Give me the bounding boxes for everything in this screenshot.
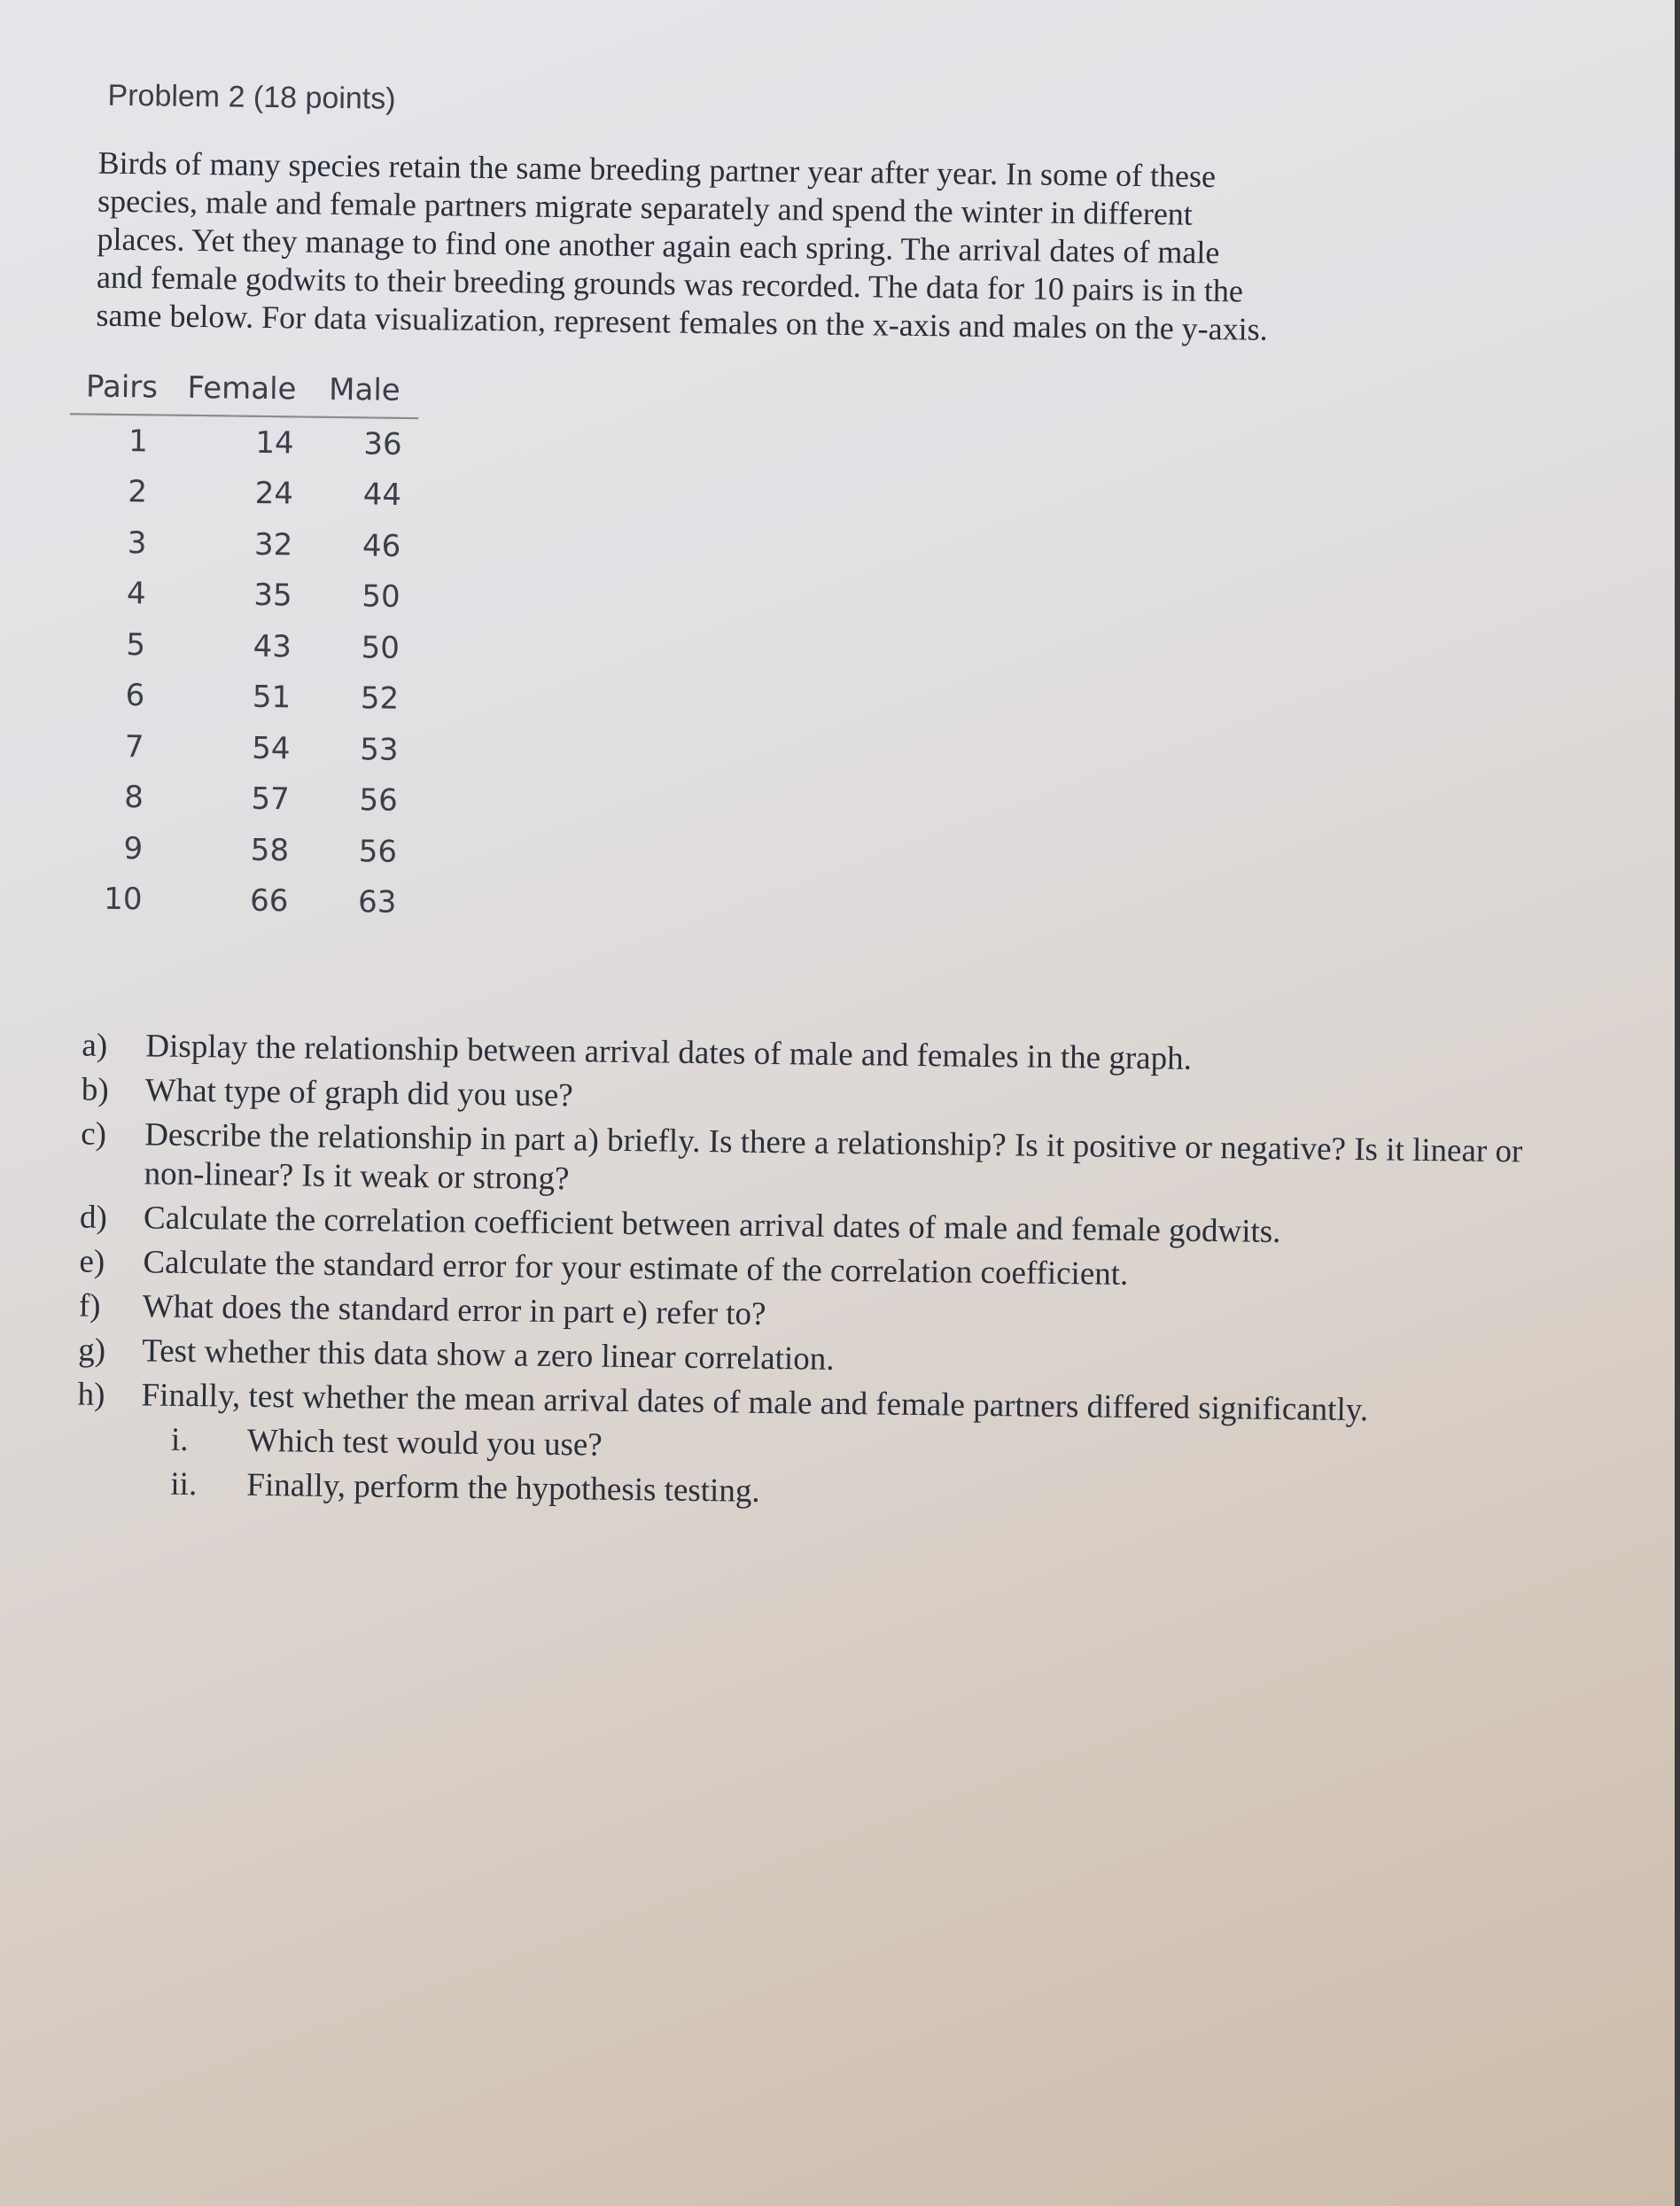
cell-female: 35: [253, 578, 292, 614]
question-text: Describe the relationship in part a) briefly. Is there a relationship? Is it positive or negative? Is it linear or non-linear? Is it weak or strong?: [144, 1116, 1523, 1198]
question-label: f): [78, 1287, 101, 1324]
subquestion-label: ii.: [170, 1465, 198, 1503]
cell-male: 52: [360, 680, 400, 718]
question-text: Calculate the standard error for your estimate of the correlation coefficient.: [143, 1244, 1129, 1293]
table-row: [66, 772, 415, 827]
cell-male: 56: [358, 834, 398, 870]
header-male: Male: [310, 372, 419, 418]
question-label: a): [82, 1027, 108, 1064]
table-row: [69, 466, 418, 521]
intro-line: species, male and female partners migrate separately and spend the winter in different: [97, 183, 1194, 232]
intro-line: and female godwits to their breeding grounds was recorded. The data for 10 pairs is in the: [96, 259, 1244, 309]
cell-male: 50: [361, 630, 401, 666]
header-pairs: Pairs: [70, 369, 174, 415]
header-female: Female: [173, 370, 311, 417]
question-text: Calculate the correlation coefficient between arrival dates of male and female godwits.: [143, 1200, 1281, 1251]
cell-male: 46: [362, 528, 401, 564]
cell-female: 14: [255, 424, 294, 462]
intro-line: places. Yet they manage to find one another again each spring. The arrival dates of male: [97, 221, 1220, 271]
cell-male: 50: [362, 579, 401, 616]
question-text: Test whether this data show a zero linear correlation.: [141, 1332, 835, 1378]
cell-female: 51: [252, 680, 292, 716]
cell-pair: 8: [123, 780, 144, 816]
subquestion-text: Which test would you use?: [246, 1422, 603, 1464]
subquestion-text: Finally, perform the hypothesis testing.: [246, 1466, 760, 1510]
cell-pair: 10: [103, 882, 143, 918]
cell-pair: 6: [125, 678, 145, 714]
worksheet-page: [53, 62, 1577, 1510]
cell-pair: 5: [126, 626, 146, 664]
cell-pair: 7: [124, 728, 144, 765]
question-label: e): [79, 1243, 105, 1280]
cell-female: 54: [251, 730, 291, 767]
table-row: [68, 517, 417, 571]
intro-line: same below. For data visualization, represent females on the x-axis and males on the y-axis.: [96, 297, 1268, 347]
question-list: [55, 1026, 1531, 1520]
table-row: [67, 568, 416, 623]
cell-female: 43: [253, 628, 292, 665]
table-row: [69, 414, 418, 470]
cell-pair: 1: [128, 423, 149, 460]
cell-female: 57: [251, 781, 291, 818]
cell-female: 32: [253, 526, 293, 563]
table-row: [65, 822, 414, 877]
intro-line: Birds of many species retain the same breeding partner year after year. In some of these: [97, 144, 1217, 195]
problem-intro: [96, 144, 1516, 353]
problem-title: Problem 2 (18 points): [107, 78, 396, 116]
table-row: [66, 720, 415, 775]
cell-male: 63: [357, 884, 397, 921]
cell-pair: 4: [126, 576, 146, 612]
cell-male: 44: [362, 477, 402, 514]
cell-pair: 2: [128, 474, 148, 510]
table-row: [64, 874, 413, 928]
table-row: [67, 618, 416, 673]
question-label: b): [81, 1071, 109, 1108]
question-item: [58, 1115, 1530, 1210]
table-row: [66, 670, 416, 725]
question-text: What type of graph did you use?: [144, 1072, 573, 1115]
cell-pair: 3: [127, 524, 147, 562]
data-table: [64, 369, 419, 928]
cell-male: 36: [363, 426, 402, 462]
question-label: c): [80, 1115, 107, 1153]
question-text: What does the standard error in part e) refer to?: [142, 1288, 766, 1332]
page-edge-shadow: [1675, 0, 1680, 2206]
cell-female: 66: [249, 883, 289, 920]
subquestion-label: i.: [170, 1421, 189, 1458]
question-text: Display the relationship between arrival dates of male and females in the graph.: [145, 1028, 1193, 1077]
cell-pair: 9: [123, 830, 144, 867]
cell-male: 56: [359, 782, 399, 819]
question-text: Finally, test whether the mean arrival dates of male and female partners differed significantly.: [141, 1377, 1369, 1429]
question-label: h): [77, 1376, 105, 1413]
table-header-row: [70, 369, 419, 418]
cell-female: 58: [250, 832, 290, 869]
question-label: d): [79, 1199, 108, 1236]
cell-male: 53: [359, 732, 399, 768]
question-label: g): [77, 1332, 106, 1369]
cell-female: 24: [254, 476, 294, 512]
